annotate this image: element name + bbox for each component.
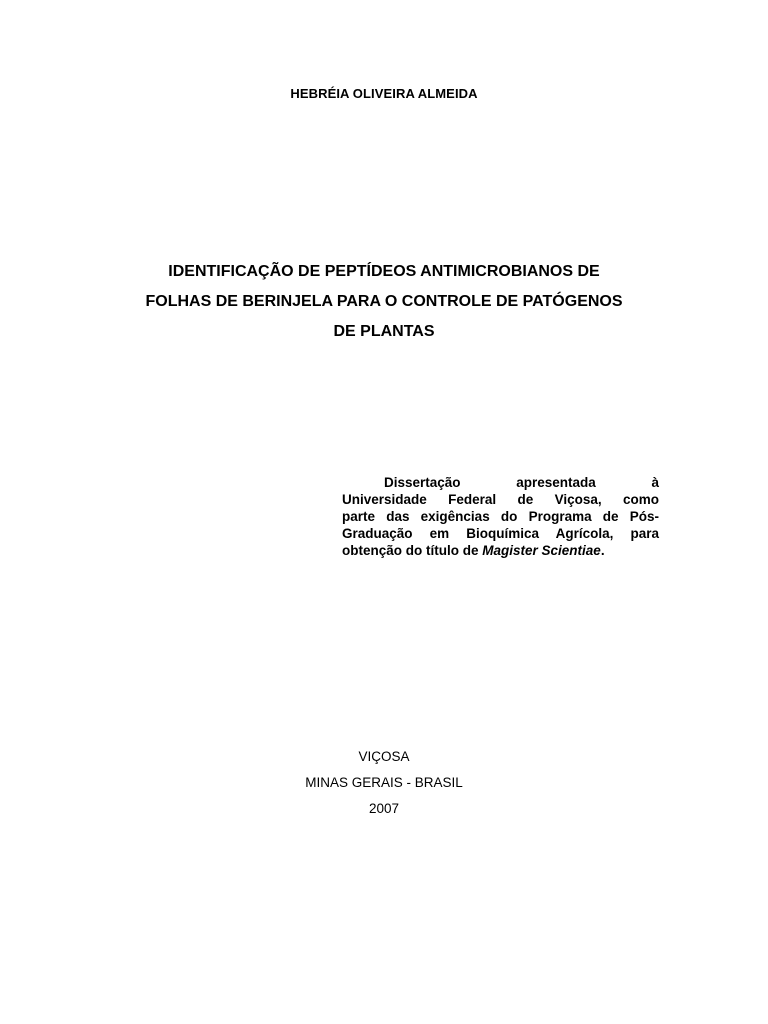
author-name: HEBRÉIA OLIVEIRA ALMEIDA: [290, 86, 478, 101]
city: VIÇOSA: [358, 749, 410, 764]
title-line-2: FOLHAS DE BERINJELA PARA O CONTROLE DE PATÓGENOS: [145, 293, 623, 310]
place-and-date: [0, 744, 768, 822]
dissertation-title: [100, 257, 668, 347]
title-line-1: IDENTIFICAÇÃO DE PEPTÍDEOS ANTIMICROBIANOS DE: [168, 263, 600, 280]
submission-statement: [342, 474, 659, 559]
statement-line-5-prefix: obtenção do título de: [342, 543, 479, 558]
degree-title: Magister Scientiae: [482, 543, 601, 558]
statement-line-5-suffix: .: [600, 543, 605, 558]
statement-line-1: Dissertação apresentada à: [384, 475, 659, 490]
title-line-3: DE PLANTAS: [333, 323, 435, 340]
statement-line-2: Universidade Federal de Viçosa, como: [342, 492, 659, 507]
year: 2007: [368, 801, 400, 816]
statement-line-4: Graduação em Bioquímica Agrícola, para: [342, 526, 659, 541]
statement-line-3: parte das exigências do Programa de Pós-: [342, 509, 659, 524]
statement-line-5: [342, 542, 659, 559]
state-country: MINAS GERAIS - BRASIL: [305, 775, 463, 790]
